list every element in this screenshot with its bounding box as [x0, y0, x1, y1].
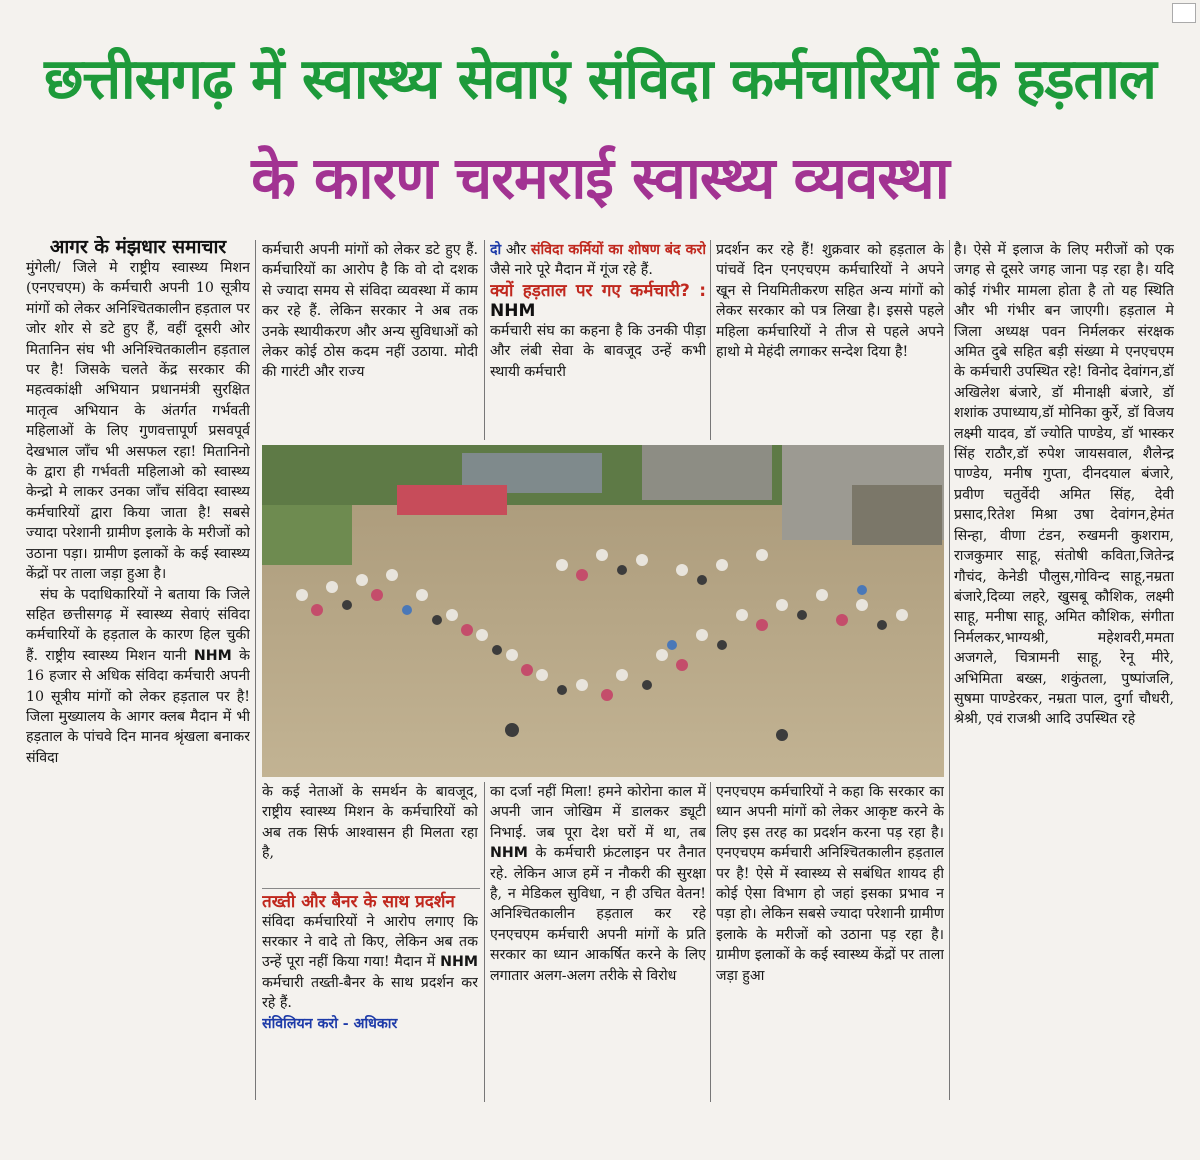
slogan-text: संविदा कर्मियों का शोषण बंद करो: [530, 242, 706, 258]
column-divider: [949, 240, 950, 1100]
article-column-4-top: [716, 240, 944, 440]
section-heading-text: क्यों हड़ताल पर गए कर्मचारी? :: [490, 280, 706, 301]
column-divider: [710, 240, 711, 440]
paragraph-text: के कर्मचारी फ्रंटलाइन पर तैनात रहे. लेकिन आज हमें न नौकरी की सुरक्षा है, न मेडिकल सुविधा, न ही उचित वेतन! अनिश्चितकालीन हड़ताल कर रहे एनएचएम कर्मचारी अपनी मांगों के प्रति सरकार का ध्यान आकर्षित करने के लिए लगातार अलग-अलग तरीके से विरोध: [490, 845, 706, 984]
article-column-4-bottom: [716, 782, 944, 1100]
slogan-text: संविलियन करो - अधिकार: [262, 1015, 398, 1032]
paragraph: कर्मचारी अपनी मांगों को लेकर डटे हुए हैं. कर्मचारियों का आरोप है कि वो दो दशक से ज्यादा समय से संविदा व्यवस्था में काम कर रहे हैं. लेकिन सरकार ने अब तक उनके स्थायीकरण और अन्य सुविधाओं को लेकर कोई ठोस कदम नहीं उठाया. मोदी की गारंटी और राज्य: [262, 242, 478, 381]
nhm-label: NHM: [193, 647, 232, 664]
paragraph: [490, 782, 706, 986]
paragraph-text: के 16 हजार से अधिक संविदा कर्मचारी अपनी 10 सूत्रीय मांगों को लेकर हड़ताल पर है! जिला मुख्यालय के आगर क्लब मैदान में भी हड़ताल के पांचवे दिन मानव श्रृंखला बनाकर संविदा: [26, 647, 250, 766]
paragraph: [262, 912, 478, 1014]
nhm-label: NHM: [490, 300, 536, 321]
paragraph: मुंगेली/ जिले मे राष्ट्रीय स्वास्थ्य मिशन (एनएचएम) के कर्मचारी अपनी 10 सूत्रीय मांगों को लेकर अनिश्चितकालीन हड़ताल पर जोर शोर से डटे हुए हैं, वहीं दूसरी ओर मितानिन संघ भी अनिश्चितकालीन हड़ताल पर है! जिसके चलते केंद्र सरकार की महत्वकांक्षी अभियान प्रधानमंत्री सुरक्षित मातृत्व अभियान के अंतर्गत गर्भवती महिलाओं के लिए गुणवत्तापूर्ण प्रसवपूर्व देखभाल जाँच भी असफल रहा! मितानिनो के द्वारा ही गर्भवती महिलाओ को स्वास्थ्य केन्द्रो मे लाकर उनका जाँच संविदा स्वास्थ्य कर्मचारियों द्वारा किया जाता है! सबसे ज्यादा परेशानी ग्रामीण इलाके के मरीजों को उठाना पड़ा। ग्रामीण इलाकों के कई स्वास्थ्य केंद्रों पर ताला जड़ा हुआ है।: [26, 260, 250, 583]
source-byline: आगर के मंझधार समाचार: [49, 236, 227, 258]
paragraph: है। ऐसे में इलाज के लिए मरीजों को एक जगह से दूसरे जगह जाना पड़ रहा है। यदि कोई गंभीर मामला होता है तो यह स्थिति और भी गंभीर बन जाएगी। हड़ताल मे जिला अध्यक्ष पवन निर्मलकर संरक्षक अमित दुबे सहित बड़ी संख्या मे एनएचएम के कर्मचारी उपस्थित रहे! विनोद देवांगन,डॉ अखिलेश बंजारे, डॉ मीनाक्षी बंजारे, डॉ शशांक उपाध्याय,डॉ मोनिका कुर्रे, डॉ विजय लक्ष्मी यादव, डॉ ज्योति पाण्डेय, डॉ भास्कर सिंह राठौर,डॉ रुपेश जायसवाल, शैलेन्द्र पाण्डेय, मनीष गुप्ता, दीनदयाल बंजारे, प्रवीण चतुर्वेदी अमित सिंह, देवी प्रसाद,रितेश मिश्रा उषा देवांगन,हेमंत सिन्हा, वीणा टंडन, रुखमनी कुशराम, राजकुमार साहू, संतोषी कविता,जितेन्द्र गौचंद, केनेडी पौलुस,गोविन्द साहू,नम्रता बंजारे,दिव्या लहरे, खुसबू कौशिक, लक्ष्मी साहू, मनीषा साहू, अमित कौशिक, संगीता निर्मलकर,भाग्यश्री, महेशवरी,ममता अजगले, चित्रामनी साहू, रेनू मीरे, अभिमिता बख्स, शकुंतला, पुष्पांजलि, सुषमा पाण्डेरकर, नम्रता पाल, दुर्गा चौधरी, श्रेश्री, एवं राजश्री आदि उपस्थित रहे: [954, 242, 1174, 728]
column-divider: [710, 782, 711, 1102]
nhm-label: NHM: [490, 845, 528, 862]
paragraph: प्रदर्शन कर रहे हैं! शुक्रवार को हड़ताल के पांचवें दिन एनएचएम कर्मचारियों ने अपने खून से नियमितीकरण सहित अन्य मांगों को लेकर सरकार को पत्र लिखा है। इससे पहले महिला कर्मचारियों ने तीज से पहले अपने हाथो मे मेहंदी लगाकर सन्देश दिया है!: [716, 242, 944, 361]
article-column-1: [26, 236, 250, 1106]
paragraph-text: जैसे नारे पूरे मैदान में गूंज रहे हैं.: [490, 262, 653, 279]
protest-photo-illustration: [262, 445, 944, 777]
paragraph-text: का दर्जा नहीं मिला! हमने कोरोना काल में अपनी जान जोखिम में डालकर ड्यूटी निभाई. जब पूरा देश घरों में था, तब: [490, 784, 706, 841]
section-heading: तख्ती और बैनर के साथ प्रदर्शन: [262, 891, 455, 912]
protest-photo: [262, 445, 944, 777]
article-column-3-bottom: [490, 782, 706, 1100]
column-divider: [484, 782, 485, 1102]
headline-line-1: छत्तीसगढ़ में स्वास्थ्य सेवाएं संविदा कर्मचारियों के हड़ताल: [44, 47, 1156, 112]
paragraph-text: कर्मचारी तख्ती-बैनर के साथ प्रदर्शन कर रहे हैं.: [262, 974, 478, 1012]
corner-logo-icon: [1172, 3, 1196, 23]
column-divider: [484, 240, 485, 440]
article-column-5: [954, 240, 1174, 1080]
paragraph: [26, 585, 250, 769]
nhm-label: NHM: [440, 954, 478, 971]
slogan-text: दो: [490, 242, 502, 258]
paragraph-text: और: [505, 242, 527, 258]
article-column-2-top: [262, 240, 478, 440]
article-column-2-bottom: [262, 782, 478, 1100]
paragraph-text: संविदा कर्मचारियों ने आरोप लगाए कि सरकार ने वादे तो किए, लेकिन अब तक उन्हें पूरा नहीं किया गया! मैदान में: [262, 913, 478, 971]
paragraph: [490, 240, 706, 281]
headline-line-2: के कारण चरमराई स्वास्थ्य व्यवस्था: [251, 144, 949, 212]
paragraph-text: संघ के पदाधिकारियों ने बताया कि जिले सहित छत्तीसगढ़ में स्वास्थ्य सेवाएं संविदा कर्मचारियों के हड़ताल के कारण हिल चुकी हैं. राष्ट्रीय स्वास्थ्य मिशन यानी: [26, 586, 250, 664]
article-column-3-top: [490, 240, 706, 440]
paragraph: के कई नेताओं के समर्थन के बावजूद, राष्ट्रीय स्वास्थ्य मिशन के कर्मचारियों को अब तक सिर्फ आश्वासन ही मिलता रहा है,: [262, 784, 478, 862]
paragraph: एनएचएम कर्मचारियों ने कहा कि सरकार का ध्यान अपनी मांगों को लेकर आकृष्ट करने के लिए इस तरह का प्रदर्शन करना पड़ रहा है। एनएचएम कर्मचारी अनिश्चितकालीन हड़ताल पर है! ऐसे में स्वास्थ्य से सबंधित शायद ही कोई ऐसा विभाग हो जहां इसका प्रभाव न पड़ा हो। लेकिन सबसे ज्यादा परेशानी ग्रामीण इलाके के मरीजों को उठाना पड़ रहा है। ग्रामीण इलाकों के कई स्वास्थ्य केंद्रों पर ताला जड़ा हुआ: [716, 784, 944, 984]
paragraph: कर्मचारी संघ का कहना है कि उनकी पीड़ा और लंबी सेवा के बावजूद उन्हें कभी स्थायी कर्मचारी: [490, 322, 706, 380]
column-divider: [255, 240, 256, 1100]
section-heading: [490, 281, 706, 321]
